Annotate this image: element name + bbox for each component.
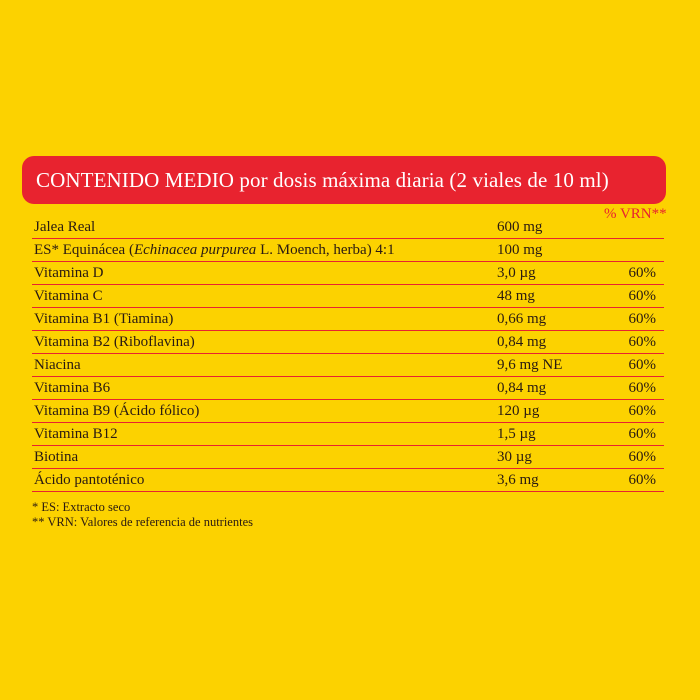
nutrient-vrn: 60% (628, 472, 656, 488)
nutrient-vrn: 60% (628, 449, 656, 465)
header-band (22, 156, 666, 204)
nutrient-name: Vitamina B2 (Riboflavina) (34, 334, 195, 350)
nutrient-name-latin: Echinacea purpurea (133, 242, 257, 258)
nutrient-vrn: 60% (628, 311, 656, 327)
table-row (32, 239, 664, 262)
nutrient-name: Vitamina B12 (34, 426, 118, 442)
nutrient-name: Biotina (34, 449, 79, 465)
nutrient-vrn: 60% (628, 426, 656, 442)
nutrient-amount: 1,5 µg (497, 426, 536, 442)
nutrient-name: Vitamina B6 (34, 380, 111, 396)
nutrient-name: Vitamina B9 (Ácido fólico) (34, 403, 200, 419)
nutrient-amount: 600 mg (497, 219, 543, 235)
nutrient-vrn: 60% (628, 288, 656, 304)
footnote-dry-extract: * ES: Extracto seco (32, 500, 131, 514)
nutrient-name: Niacina (34, 357, 81, 373)
nutrient-name: Ácido pantoténico (34, 472, 145, 488)
table-row (32, 423, 664, 446)
nutrient-amount: 0,66 mg (497, 311, 547, 327)
nutrient-amount: 0,84 mg (497, 334, 547, 350)
table-row (32, 446, 664, 469)
nutrient-vrn: 60% (628, 265, 656, 281)
vrn-column-header: % VRN** (604, 206, 667, 222)
table-row (32, 377, 664, 400)
nutrient-name: Vitamina D (34, 265, 104, 281)
nutrient-name-suffix: L. Moench, herba) 4:1 (256, 242, 395, 258)
header-title: CONTENIDO MEDIO por dosis máxima diaria (2 viales de 10 ml) (36, 167, 609, 192)
nutrient-vrn: 60% (628, 334, 656, 350)
table-row (32, 331, 664, 354)
table-row (32, 354, 664, 377)
nutrient-amount: 48 mg (497, 288, 535, 304)
nutrient-amount: 3,0 µg (497, 265, 536, 281)
nutrient-table (32, 216, 664, 492)
nutrient-amount: 120 µg (497, 403, 540, 419)
nutrient-amount: 0,84 mg (497, 380, 547, 396)
table-row (32, 262, 664, 285)
table-row (32, 216, 664, 239)
nutrient-amount: 30 µg (497, 449, 532, 465)
footnote-vrn: ** VRN: Valores de referencia de nutrientes (32, 515, 253, 529)
nutrient-name (34, 242, 395, 259)
nutrient-amount: 100 mg (497, 242, 543, 258)
nutrient-vrn: 60% (628, 357, 656, 373)
nutrient-name: Vitamina C (34, 288, 103, 304)
nutrient-name-prefix: ES* Equinácea ( (34, 242, 134, 258)
nutrient-name: Vitamina B1 (Tiamina) (34, 311, 174, 327)
nutrient-amount: 3,6 mg (497, 472, 539, 488)
table-row (32, 400, 664, 423)
table-row (32, 308, 664, 331)
table-row (32, 469, 664, 492)
footnotes (32, 500, 253, 530)
nutrient-name: Jalea Real (34, 219, 96, 235)
nutrient-vrn: 60% (628, 380, 656, 396)
table-row (32, 285, 664, 308)
nutrient-amount: 9,6 mg NE (497, 357, 563, 373)
nutrient-vrn: 60% (628, 403, 656, 419)
